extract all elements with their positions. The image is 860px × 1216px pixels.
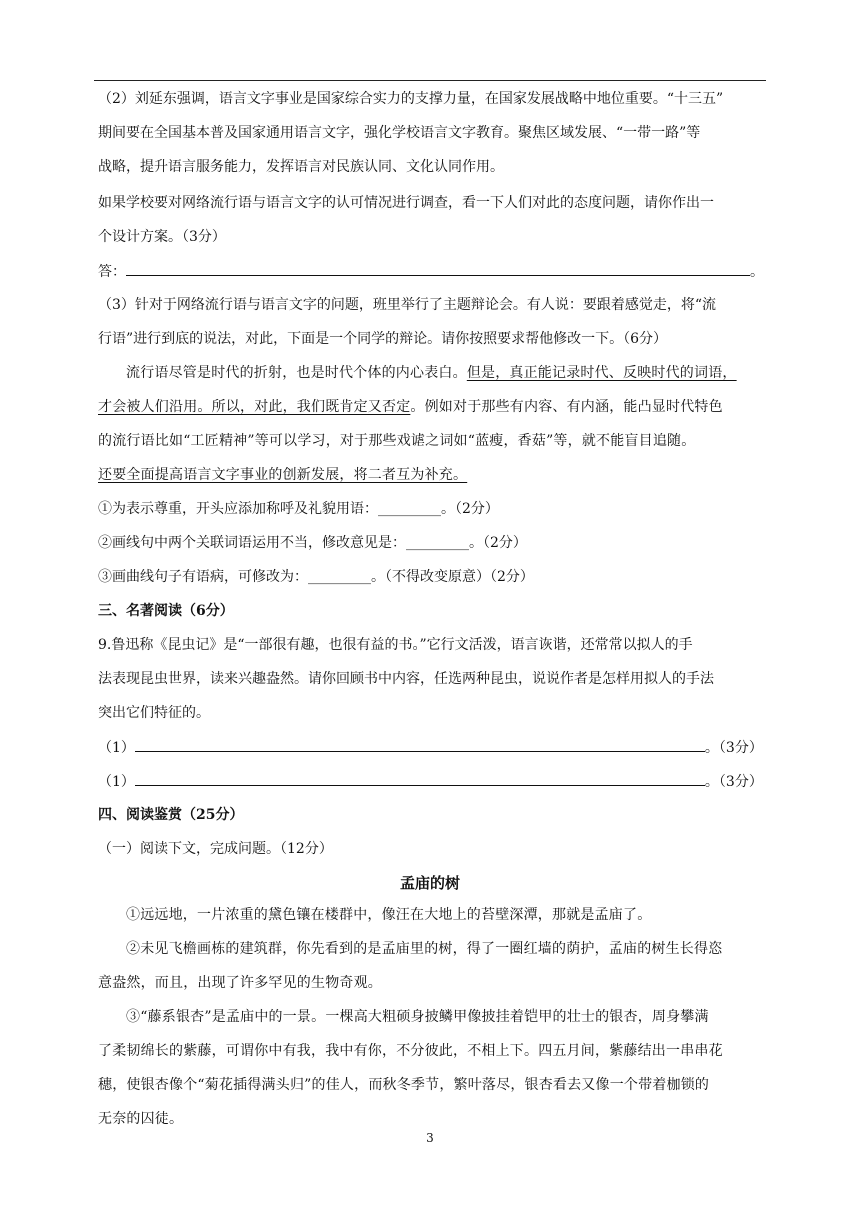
answer-label: 答： — [98, 264, 126, 280]
article-para-2-line2: 意盎然，而且，出现了许多罕见的生物奇观。 — [98, 975, 382, 991]
header-rule — [94, 80, 766, 81]
article-para-2-line1: ②未见飞檐画栋的建筑群，你先看到的是孟庙里的树，得了一圈红墙的荫护，孟庙的树生长得恣 — [126, 941, 723, 957]
answer-end: 。 — [750, 264, 764, 280]
sub-question-1: ①为表示尊重，开头应添加称呼及礼貌用语：_________。（2分） — [98, 501, 499, 517]
reading-part-1: （一）阅读下文，完成问题。（12分） — [98, 841, 333, 857]
page-number: 3 — [426, 1131, 434, 1145]
q9-line3: 突出它们特征的。 — [98, 705, 210, 721]
article-para-3-line4: 无奈的囚徒。 — [98, 1111, 184, 1127]
q9-answer-2-label: （1） — [98, 774, 135, 790]
debate-para-line3: 的流行语比如“工匠精神”等可以学习，对于那些戏谑之词如“蓝瘦，香菇”等，就不能盲目追随。 — [98, 433, 696, 449]
article-para-3-line2: 了柔韧绵长的紫藤，可谓你中有我，我中有你，不分彼此，不相上下。四五月间，紫藤结出一串串花 — [98, 1043, 723, 1059]
section-3-heading: 三、名著阅读（6分） — [98, 603, 234, 619]
answer-line — [98, 262, 774, 281]
debate-para-line2 — [98, 398, 770, 416]
q8-2-line1: （2）刘延东强调，语言文字事业是国家综合实力的支撑力量，在国家发展战略中地位重要。“十三五” — [98, 91, 724, 107]
q8-2-line3: 战略，提升语言服务能力，发挥语言对民族认同、文化认同作用。 — [98, 159, 504, 175]
q9-answer-2-end: 。（3分） — [704, 774, 763, 790]
article-title: 孟庙的树 — [399, 874, 460, 892]
q8-3-line1: （3）针对于网络流行语与语言文字的问题，班里举行了主题辩论会。有人说：要跟着感觉走，将“流 — [98, 297, 717, 313]
underlined-sentence-2: 才会被人们沿用。所以，对此，我们既肯定又否定 — [98, 399, 411, 415]
q8-2-line4: 如果学校要对网络流行语与语言文字的认可情况进行调查，看一下人们对此的态度问题，请你作出一 — [98, 195, 714, 211]
q9-line1: 9.鲁迅称《昆虫记》是“一部很有趣，也很有益的书。”它行文活泼，语言诙谐，还常常以拟人的手 — [98, 637, 693, 653]
wavy-sentence: 还要全面提高语言文字事业的创新发展，将二者互为补充。 — [98, 467, 468, 483]
q9-line2: 法表现昆虫世界，读来兴趣盎然。请你回顾书中内容，任选两种昆虫，说说作者是怎样用拟人的手法 — [98, 671, 714, 687]
sub-question-2: ②画线句中两个关联词语运用不当，修改意见是：_________。（2分） — [98, 535, 527, 551]
debate-text-2b: 。例如对于那些有内容、有内涵，能凸显时代特色 — [410, 399, 723, 415]
q8-2-line2: 期间要在全国基本普及国家通用语言文字，强化学校语言文字教育。聚焦区域发展、“一带一路”等 — [98, 125, 701, 141]
q9-answer-1-end: 。（3分） — [704, 740, 763, 756]
q9-answer-2 — [98, 772, 774, 791]
sub-question-3: ③画曲线句子有语病，可修改为：_________。（不得改变原意）（2分） — [98, 569, 534, 585]
q9-answer-1 — [98, 738, 774, 757]
debate-para-line1 — [126, 364, 798, 382]
q9-answer-1-label: （1） — [98, 740, 135, 756]
underlined-sentence-1: 但是，真正能记录时代、反映时代的词语， — [466, 365, 737, 381]
debate-para-line4 — [98, 466, 770, 484]
article-para-3-line1: ③“藤系银杏”是孟庙中的一景。一棵高大粗硕身披鳞甲像披挂着铠甲的壮士的银杏，周身攀满 — [126, 1009, 709, 1025]
q8-3-line2: 行语”进行到底的说法，对此，下面是一个同学的辩论。请你按照要求帮他修改一下。（6分） — [98, 331, 668, 347]
section-4-heading: 四、阅读鉴赏（25分） — [98, 807, 244, 823]
q8-2-line5: 个设计方案。（3分） — [98, 229, 226, 245]
article-para-1: ①远远地，一片浓重的黛色镶在楼群中，像汪在大地上的苔壁深潭，那就是孟庙了。 — [126, 907, 652, 923]
q9-answer-2-blank[interactable] — [135, 772, 705, 786]
debate-text-1a: 流行语尽管是时代的折射，也是时代个体的内心表白。 — [126, 365, 467, 381]
answer-blank[interactable] — [126, 262, 750, 276]
article-para-3-line3: 穗，使银杏像个“菊花插得满头归”的佳人，而秋冬季节，繁叶落尽，银杏看去又像一个带着枷锁的 — [98, 1077, 710, 1093]
q9-answer-1-blank[interactable] — [135, 738, 705, 752]
